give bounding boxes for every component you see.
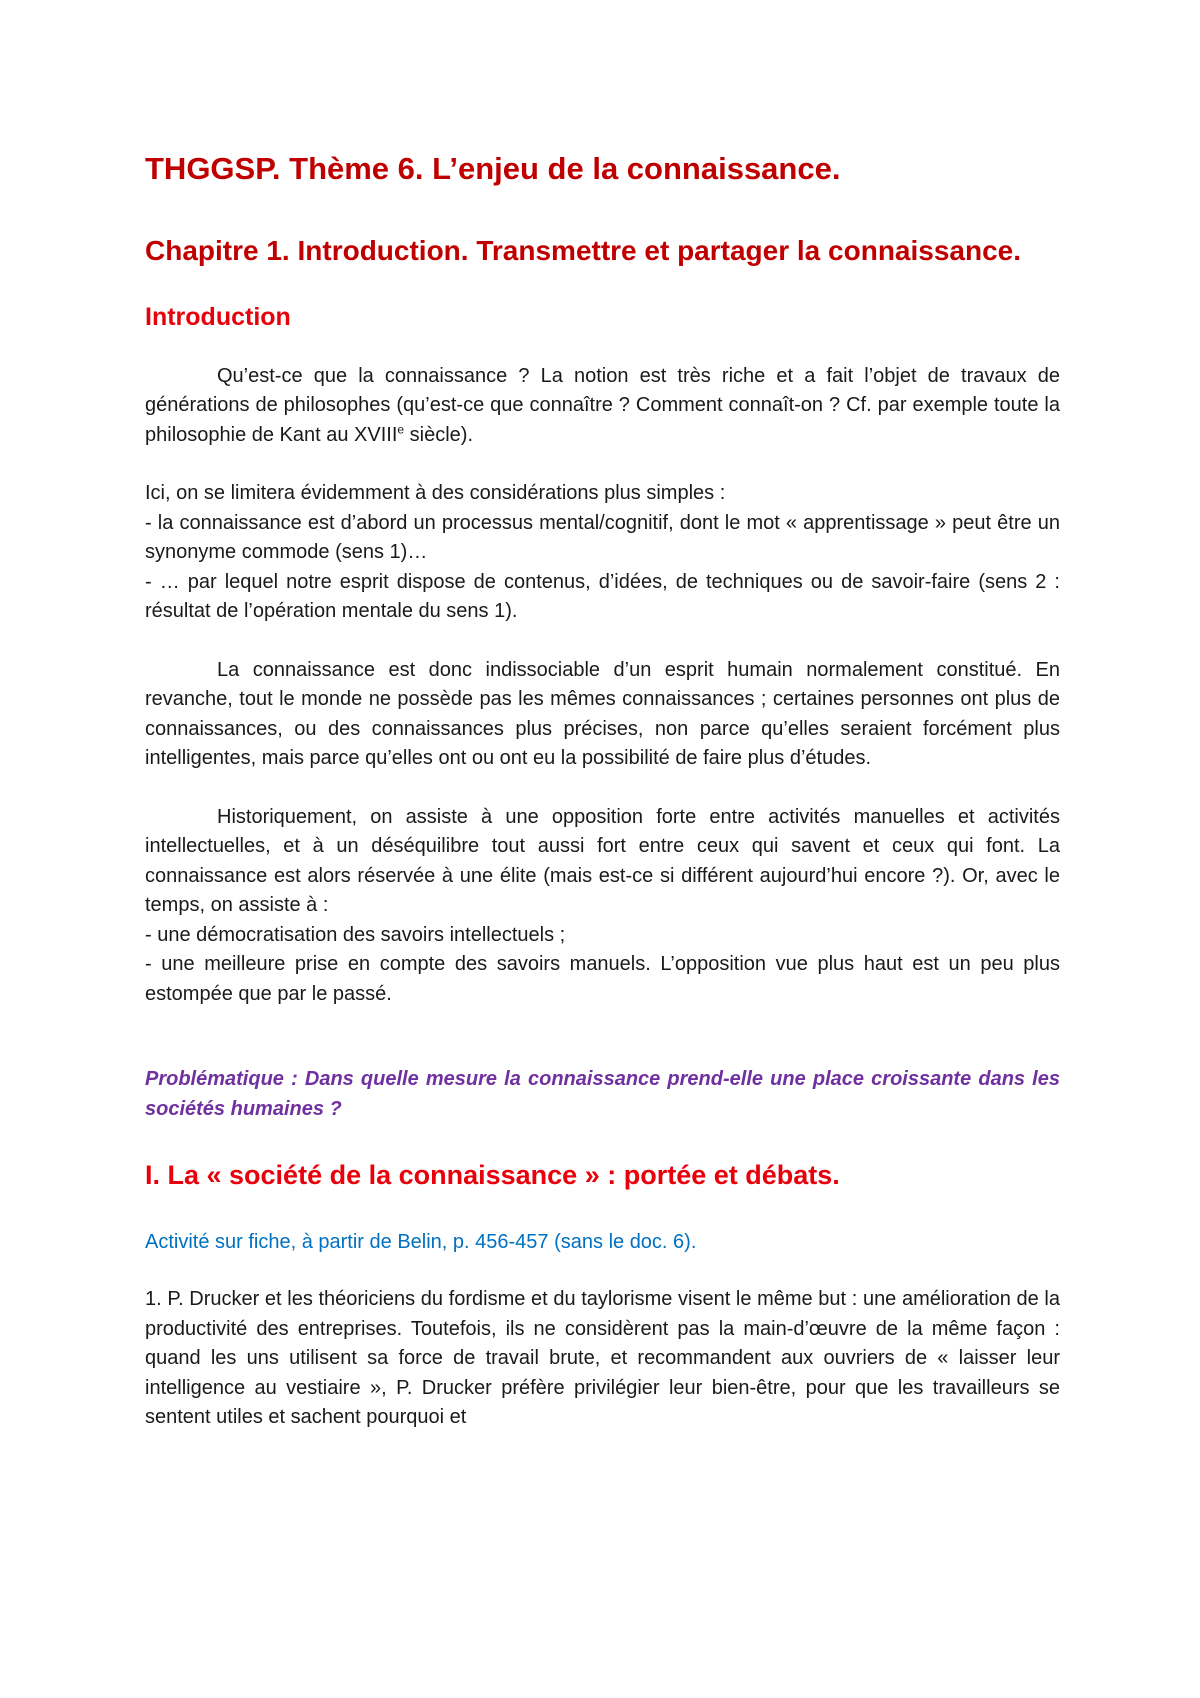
intro-paragraph-4-text: Historiquement, on assiste à une opposition forte entre activités manuelles et activités intellectuelles, et à un déséquilibre tout aussi fort entre ceux qui savent et ceux qui font. La connaissance est alors réservée à une élite (mais est-ce si différent aujourd’hui encore ?). Or, avec le temps, on assiste à : — [145, 805, 1060, 917]
list-item: - … par lequel notre esprit dispose de contenus, d’idées, de techniques ou de savoir-faire (sens 2 : résultat de l’opération mentale du sens 1). — [145, 570, 1060, 623]
introduction-heading: Introduction — [145, 303, 291, 332]
intro-paragraph-4 — [145, 803, 1060, 1010]
intro-paragraph-1-end: siècle). — [404, 423, 473, 446]
intro-paragraph-2-lead: Ici, on se limitera évidemment à des considérations plus simples : — [145, 482, 726, 505]
intro-paragraph-3: La connaissance est donc indissociable d’un esprit humain normalement constitué. En revanche, tout le monde ne possède pas les mêmes connaissances ; certaines personnes ont plus de connaissances, ou des connaissances plus précises, non parce qu’elles seraient forcément plus intelligentes, mais parce qu’elles ont ou ont eu la possibilité de faire plus d’études. — [145, 658, 1060, 770]
chapter-heading: Chapitre 1. Introduction. Transmettre et partager la connaissance. — [145, 234, 1022, 266]
intro-paragraph-2 — [145, 479, 1060, 627]
list-item: - une meilleure prise en compte des savoirs manuels. L’opposition vue plus haut est un peu plus estompée que par le passé. — [145, 953, 1060, 1005]
problematique: Problématique : Dans quelle mesure la connaissance prend-elle une place croissante dans les sociétés humaines ? — [145, 1068, 1060, 1120]
section-heading-1: I. La « société de la connaissance » : portée et débats. — [145, 1160, 840, 1191]
document-page — [145, 150, 1060, 1462]
century-superscript: e — [397, 422, 405, 437]
list-item: - une démocratisation des savoirs intellectuels ; — [145, 923, 566, 946]
intro-paragraph-1-text: Qu’est-ce que la connaissance ? La notion est très riche et a fait l’objet de travaux de générations de philosophes (qu’est-ce que connaître ? Comment connaît-on ? Cf. par exemple toute la philosophie de Kant au XVIII — [145, 364, 1060, 446]
document-title: THGGSP. Thème 6. L’enjeu de la connaissance. — [145, 151, 841, 186]
intro-paragraph-1 — [145, 362, 1060, 451]
list-item: - la connaissance est d’abord un processus mental/cognitif, dont le mot « apprentissage » peut être un synonyme commode (sens 1)… — [145, 511, 1060, 564]
answer-paragraph-1: 1. P. Drucker et les théoriciens du fordisme et du taylorisme visent le même but : une amélioration de la productivité des entreprises. Toutefois, ils ne considèrent pas la main-d’œuvre de la même façon : quand les uns utilisent sa force de travail brute, et recommandent aux ouvriers de « laisser leur intelligence au vestiaire », P. Drucker préfère privilégier leur bien-être, pour que les travailleurs se sentent utiles et sachent pourquoi et — [145, 1288, 1060, 1429]
activity-reference: Activité sur fiche, à partir de Belin, p. 456-457 (sans le doc. 6). — [145, 1231, 697, 1254]
